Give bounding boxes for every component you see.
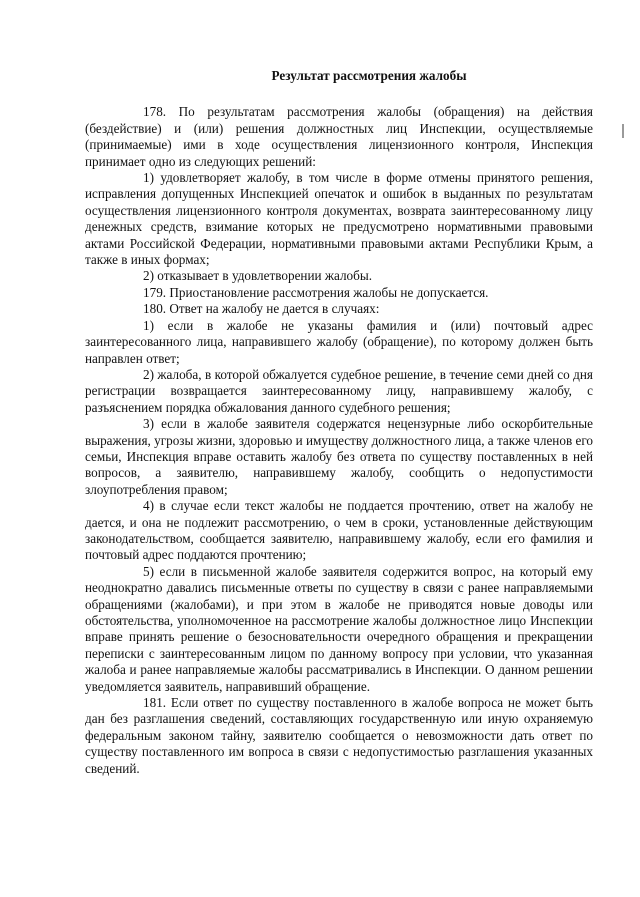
paragraph-178-item-1: 1) удовлетворяет жалобу, в том числе в форме отмены принятого решения, исправления допущенных Инспекцией опечаток и ошибок в выданных по результатам осуществления лицензионного контроля документах, возврата заинтересованному лицу денежных средств, взимание которых не предусмотрено нормативными правовыми актами Российской Федерации, нормативными правовыми актами Республики Крым, а также в иных формах;	[85, 170, 593, 268]
paragraph-180-item-4: 4) в случае если текст жалобы не поддается прочтению, ответ на жалобу не дается, и она не подлежит рассмотрению, о чем в сроки, установленные действующим законодательством, сообщается заявителю, направившему жалобу, если его фамилия и почтовый адрес поддаются прочтению;	[85, 498, 593, 563]
paragraph-179: 179. Приостановление рассмотрения жалобы не допускается.	[143, 284, 489, 300]
paragraph-180-item-2: 2) жалоба, в которой обжалуется судебное решение, в течение семи дней со дня регистрации возвращается заинтересованному лицу, направившему жалобу, с разъяснением порядка обжалования данного судебного решения;	[85, 366, 593, 415]
scan-artifact-mark	[622, 124, 624, 138]
paragraph-180-item-1: 1) если в жалобе не указаны фамилия и (или) почтовый адрес заинтересованного лица, направившего жалобу (обращение), по которому должен быть направлен ответ;	[85, 317, 593, 366]
paragraph-180-item-3: 3) если в жалобе заявителя содержатся нецензурные либо оскорбительные выражения, угрозы жизни, здоровью и имуществу должностного лица, а также членов его семьи, Инспекция вправе оставить жалобу без ответа по существу поставленных в ней вопросов, а заявителю, направившему жалобу, сообщить о недопустимости злоупотребления правом;	[85, 416, 593, 497]
paragraph-180: 180. Ответ на жалобу не дается в случаях:	[143, 301, 380, 317]
paragraph-178: 178. По результатам рассмотрения жалобы (обращения) на действия (бездействие) и (или) решения должностных лиц Инспекции, осуществляемые (принимаемые) ими в ходе осуществления лицензионного контроля, Инспекция принимает одно из следующих решений:	[85, 104, 593, 169]
paragraph-178-item-2: 2) отказывает в удовлетворении жалобы.	[143, 268, 373, 284]
document-title: Результат рассмотрения жалобы	[271, 68, 467, 83]
paragraph-181: 181. Если ответ по существу поставленного в жалобе вопроса не может быть дан без разглашения сведений, составляющих государственную или иную охраняемую федеральным законом тайну, заявителю сообщается о невозможности дать ответ по существу поставленного им вопроса в связи с недопустимостью разглашения указанных сведений.	[85, 695, 593, 776]
paragraph-180-item-5: 5) если в письменной жалобе заявителя содержится вопрос, на который ему неоднократно давались письменные ответы по существу в связи с ранее направляемыми обращениями (жалобами), и при этом в жалобе не приводятся новые доводы или обстоятельства, уполномоченное на рассмотрение жалобы должностное лицо Инспекции вправе принять решение о безосновательности очередного обращения и прекращении переписки с заинтересованным лицом по данному вопросу при условии, что указанная жалоба и ранее направляемые жалобы рассматривались в Инспекции. О данном решении уведомляется заявитель, направивший обращение.	[85, 563, 593, 694]
document-page	[85, 68, 593, 777]
